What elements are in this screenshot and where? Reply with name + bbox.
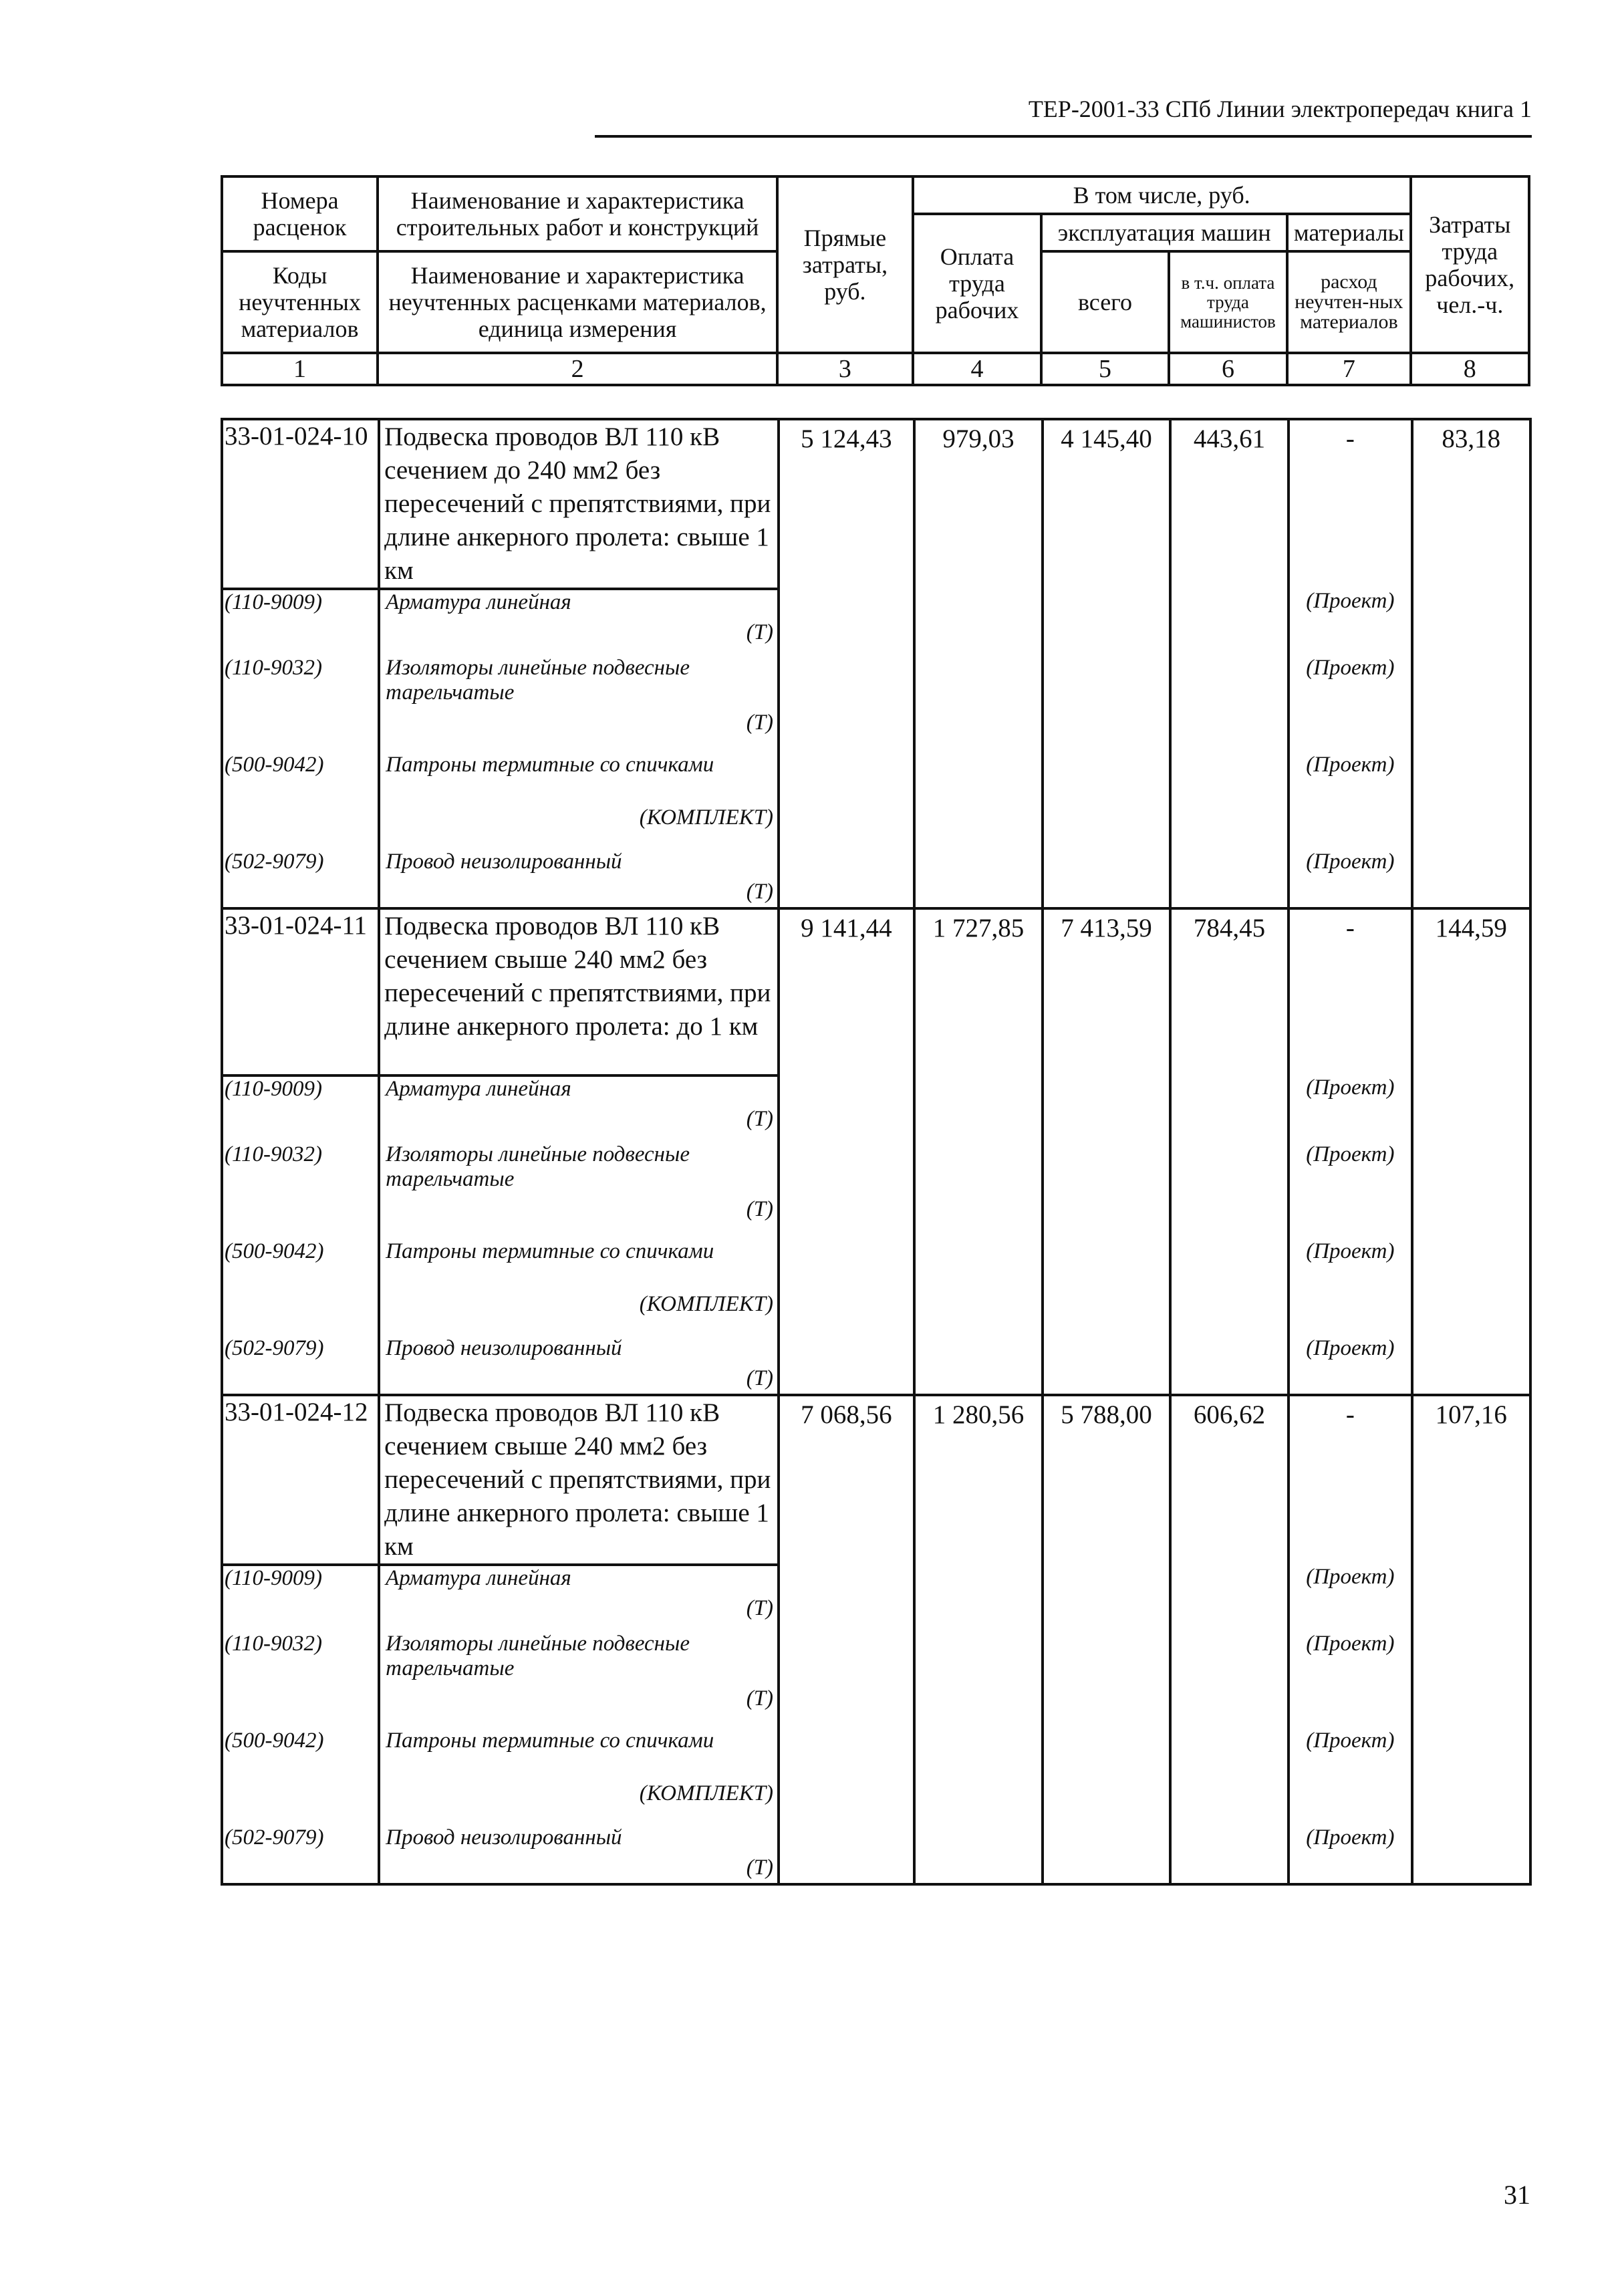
empty-cell bbox=[1043, 1075, 1170, 1142]
machines-total: 5 788,00 bbox=[1043, 1395, 1170, 1565]
material-unit: (КОМПЛЕКТ) bbox=[639, 1292, 774, 1316]
material-name: Провод неизолированный bbox=[386, 1336, 622, 1360]
empty-cell bbox=[914, 850, 1043, 908]
empty-cell bbox=[1412, 1729, 1530, 1825]
empty-cell bbox=[779, 1239, 914, 1336]
material-consumption: (Проект) bbox=[1289, 589, 1411, 656]
material-name: Патроны термитные со спичками bbox=[386, 1239, 714, 1263]
material-row bbox=[222, 850, 1530, 908]
header-number: 1 bbox=[222, 353, 378, 385]
header-col1-top: Номера расценок bbox=[222, 176, 378, 251]
header-col5: всего bbox=[1041, 251, 1169, 353]
labor-hours: 107,16 bbox=[1412, 1395, 1530, 1565]
header-number: 3 bbox=[777, 353, 913, 385]
empty-cell bbox=[1412, 1075, 1530, 1142]
header-number: 2 bbox=[378, 353, 777, 385]
material-consumption: (Проект) bbox=[1289, 1729, 1411, 1825]
material-name: Изоляторы линейные подвесные тарельчатые bbox=[386, 1142, 690, 1191]
material-description-cell bbox=[379, 1336, 779, 1395]
machinist-labor-cost: 443,61 bbox=[1170, 419, 1289, 589]
material-name: Провод неизолированный bbox=[386, 850, 622, 874]
header-number: 8 bbox=[1411, 353, 1529, 385]
material-code: (110-9032) bbox=[222, 1142, 379, 1239]
rate-row bbox=[222, 1395, 1530, 1565]
rate-code: 33-01-024-10 bbox=[222, 419, 379, 589]
material-unit: (Т) bbox=[746, 711, 774, 735]
material-description-cell bbox=[379, 1632, 779, 1729]
material-code: (110-9009) bbox=[222, 589, 379, 656]
empty-cell bbox=[1412, 753, 1530, 850]
empty-cell bbox=[1170, 1825, 1289, 1884]
machines-total: 7 413,59 bbox=[1043, 908, 1170, 1075]
empty-cell bbox=[1170, 1075, 1289, 1142]
empty-cell bbox=[1170, 1239, 1289, 1336]
material-row bbox=[222, 1565, 1530, 1632]
material-row bbox=[222, 1075, 1530, 1142]
header-col1-bottom: Коды неучтенных материалов bbox=[222, 251, 378, 353]
document-title: ТЕР-2001-33 СПб Линии электропередач книга 1 bbox=[1028, 96, 1532, 122]
header-materials: материалы bbox=[1287, 214, 1410, 251]
header-number: 7 bbox=[1287, 353, 1410, 385]
header-col6: в т.ч. оплата труда машинистов bbox=[1169, 251, 1287, 353]
empty-cell bbox=[914, 1632, 1043, 1729]
empty-cell bbox=[914, 1336, 1043, 1395]
material-description-cell bbox=[379, 1565, 779, 1632]
material-description-cell bbox=[379, 1825, 779, 1884]
material-description-cell bbox=[379, 1075, 779, 1142]
material-consumption: (Проект) bbox=[1289, 1142, 1411, 1239]
material-name: Арматура линейная bbox=[386, 590, 571, 614]
empty-cell bbox=[1043, 656, 1170, 753]
empty-cell bbox=[914, 589, 1043, 656]
empty-cell bbox=[1170, 1632, 1289, 1729]
material-consumption: (Проект) bbox=[1289, 1565, 1411, 1632]
empty-cell bbox=[914, 656, 1043, 753]
rate-code: 33-01-024-12 bbox=[222, 1395, 379, 1565]
material-row bbox=[222, 753, 1530, 850]
material-description-cell bbox=[379, 753, 779, 850]
material-row bbox=[222, 1239, 1530, 1336]
header-number: 5 bbox=[1041, 353, 1169, 385]
material-code: (110-9009) bbox=[222, 1075, 379, 1142]
material-unit: (Т) bbox=[746, 1107, 774, 1131]
empty-cell bbox=[914, 753, 1043, 850]
header-col7: расход неучтен-ных материалов bbox=[1287, 251, 1410, 353]
header-col2-bottom: Наименование и характеристика неучтенных расценками материалов, единица измерения bbox=[378, 251, 777, 353]
rate-code: 33-01-024-11 bbox=[222, 908, 379, 1075]
material-code: (502-9079) bbox=[222, 1825, 379, 1884]
empty-cell bbox=[779, 850, 914, 908]
empty-cell bbox=[1412, 656, 1530, 753]
table-header bbox=[221, 175, 1530, 386]
empty-cell bbox=[914, 1142, 1043, 1239]
empty-cell bbox=[1043, 1632, 1170, 1729]
labor-cost: 1 727,85 bbox=[914, 908, 1043, 1075]
material-name: Арматура линейная bbox=[386, 1077, 571, 1101]
material-row bbox=[222, 1336, 1530, 1395]
empty-cell bbox=[914, 1239, 1043, 1336]
empty-cell bbox=[1170, 1729, 1289, 1825]
material-unit: (Т) bbox=[746, 1366, 774, 1390]
empty-cell bbox=[914, 1825, 1043, 1884]
empty-cell bbox=[1043, 1729, 1170, 1825]
material-code: (500-9042) bbox=[222, 753, 379, 850]
rate-description: Подвеска проводов ВЛ 110 кВ сечением свыше 240 мм2 без пересечений с препятствиями, при длине анкерного пролета: до 1 км bbox=[379, 908, 779, 1075]
material-unit: (Т) bbox=[746, 1197, 774, 1221]
empty-cell bbox=[1412, 1336, 1530, 1395]
material-consumption: (Проект) bbox=[1289, 656, 1411, 753]
material-name: Патроны термитные со спичками bbox=[386, 1729, 714, 1753]
empty-cell bbox=[914, 1729, 1043, 1825]
materials-cost: - bbox=[1289, 1395, 1411, 1565]
material-name: Провод неизолированный bbox=[386, 1825, 622, 1850]
material-consumption: (Проект) bbox=[1289, 1336, 1411, 1395]
rates-table bbox=[221, 418, 1532, 1886]
page-number: 31 bbox=[1504, 2180, 1530, 2210]
material-unit: (Т) bbox=[746, 1596, 774, 1620]
empty-cell bbox=[914, 1075, 1043, 1142]
material-consumption: (Проект) bbox=[1289, 850, 1411, 908]
empty-cell bbox=[1043, 1239, 1170, 1336]
material-description-cell bbox=[379, 850, 779, 908]
empty-cell bbox=[1170, 850, 1289, 908]
header-number: 6 bbox=[1169, 353, 1287, 385]
material-row bbox=[222, 656, 1530, 753]
empty-cell bbox=[914, 1565, 1043, 1632]
labor-cost: 1 280,56 bbox=[914, 1395, 1043, 1565]
material-row bbox=[222, 589, 1530, 656]
empty-cell bbox=[779, 1142, 914, 1239]
machines-total: 4 145,40 bbox=[1043, 419, 1170, 589]
empty-cell bbox=[1043, 1336, 1170, 1395]
material-code: (110-9009) bbox=[222, 1565, 379, 1632]
header-rule bbox=[595, 135, 1532, 138]
material-row bbox=[222, 1632, 1530, 1729]
empty-cell bbox=[1170, 1336, 1289, 1395]
material-code: (500-9042) bbox=[222, 1729, 379, 1825]
direct-cost: 9 141,44 bbox=[779, 908, 914, 1075]
material-name: Патроны термитные со спичками bbox=[386, 753, 714, 777]
material-code: (500-9042) bbox=[222, 1239, 379, 1336]
empty-cell bbox=[779, 1632, 914, 1729]
header-number: 4 bbox=[913, 353, 1042, 385]
empty-cell bbox=[1043, 1142, 1170, 1239]
header-group: В том числе, руб. bbox=[913, 176, 1411, 214]
empty-cell bbox=[779, 1075, 914, 1142]
empty-cell bbox=[779, 1825, 914, 1884]
empty-cell bbox=[1412, 1142, 1530, 1239]
empty-cell bbox=[1170, 1565, 1289, 1632]
machinist-labor-cost: 784,45 bbox=[1170, 908, 1289, 1075]
materials-cost: - bbox=[1289, 908, 1411, 1075]
machinist-labor-cost: 606,62 bbox=[1170, 1395, 1289, 1565]
header-col2-top: Наименование и характеристика строительных работ и конструкций bbox=[378, 176, 777, 251]
labor-hours: 144,59 bbox=[1412, 908, 1530, 1075]
material-consumption: (Проект) bbox=[1289, 1825, 1411, 1884]
material-unit: (Т) bbox=[746, 1686, 774, 1710]
header-col8: Затраты труда рабочих, чел.-ч. bbox=[1411, 176, 1529, 353]
material-description-cell bbox=[379, 1729, 779, 1825]
empty-cell bbox=[779, 1729, 914, 1825]
empty-cell bbox=[1412, 850, 1530, 908]
empty-cell bbox=[1170, 589, 1289, 656]
empty-cell bbox=[1043, 850, 1170, 908]
materials-cost: - bbox=[1289, 419, 1411, 589]
rate-row bbox=[222, 419, 1530, 589]
empty-cell bbox=[1043, 753, 1170, 850]
material-row bbox=[222, 1729, 1530, 1825]
empty-cell bbox=[1412, 1632, 1530, 1729]
material-code: (110-9032) bbox=[222, 1632, 379, 1729]
empty-cell bbox=[779, 753, 914, 850]
material-description-cell bbox=[379, 1239, 779, 1336]
empty-cell bbox=[1412, 1239, 1530, 1336]
empty-cell bbox=[1170, 656, 1289, 753]
material-description-cell bbox=[379, 1142, 779, 1239]
material-unit: (Т) bbox=[746, 880, 774, 904]
direct-cost: 5 124,43 bbox=[779, 419, 914, 589]
material-code: (110-9032) bbox=[222, 656, 379, 753]
labor-hours: 83,18 bbox=[1412, 419, 1530, 589]
material-code: (502-9079) bbox=[222, 1336, 379, 1395]
header-col3: Прямые затраты, руб. bbox=[777, 176, 913, 353]
material-row bbox=[222, 1142, 1530, 1239]
empty-cell bbox=[1412, 589, 1530, 656]
empty-cell bbox=[779, 1565, 914, 1632]
empty-cell bbox=[1170, 753, 1289, 850]
material-name: Изоляторы линейные подвесные тарельчатые bbox=[386, 1632, 690, 1680]
empty-cell bbox=[1043, 589, 1170, 656]
material-unit: (КОМПЛЕКТ) bbox=[639, 1781, 774, 1805]
empty-cell bbox=[1043, 1825, 1170, 1884]
material-consumption: (Проект) bbox=[1289, 753, 1411, 850]
empty-cell bbox=[779, 1336, 914, 1395]
labor-cost: 979,03 bbox=[914, 419, 1043, 589]
material-unit: (Т) bbox=[746, 620, 774, 644]
header-col4: Оплата труда рабочих bbox=[913, 214, 1042, 353]
material-consumption: (Проект) bbox=[1289, 1632, 1411, 1729]
material-consumption: (Проект) bbox=[1289, 1075, 1411, 1142]
empty-cell bbox=[1170, 1142, 1289, 1239]
material-code: (502-9079) bbox=[222, 850, 379, 908]
material-unit: (КОМПЛЕКТ) bbox=[639, 805, 774, 830]
empty-cell bbox=[1412, 1565, 1530, 1632]
rate-row bbox=[222, 908, 1530, 1075]
empty-cell bbox=[1043, 1565, 1170, 1632]
empty-cell bbox=[1412, 1825, 1530, 1884]
material-name: Арматура линейная bbox=[386, 1566, 571, 1590]
rate-description: Подвеска проводов ВЛ 110 кВ сечением свыше 240 мм2 без пересечений с препятствиями, при длине анкерного пролета: свыше 1 км bbox=[379, 1395, 779, 1565]
rate-description: Подвеска проводов ВЛ 110 кВ сечением до 240 мм2 без пересечений с препятствиями, при длине анкерного пролета: свыше 1 км bbox=[379, 419, 779, 589]
material-description-cell bbox=[379, 589, 779, 656]
empty-cell bbox=[779, 589, 914, 656]
material-row bbox=[222, 1825, 1530, 1884]
direct-cost: 7 068,56 bbox=[779, 1395, 914, 1565]
material-consumption: (Проект) bbox=[1289, 1239, 1411, 1336]
material-name: Изоляторы линейные подвесные тарельчатые bbox=[386, 656, 690, 705]
material-description-cell bbox=[379, 656, 779, 753]
header-machines: эксплуатация машин bbox=[1041, 214, 1287, 251]
empty-cell bbox=[779, 656, 914, 753]
material-unit: (Т) bbox=[746, 1856, 774, 1880]
